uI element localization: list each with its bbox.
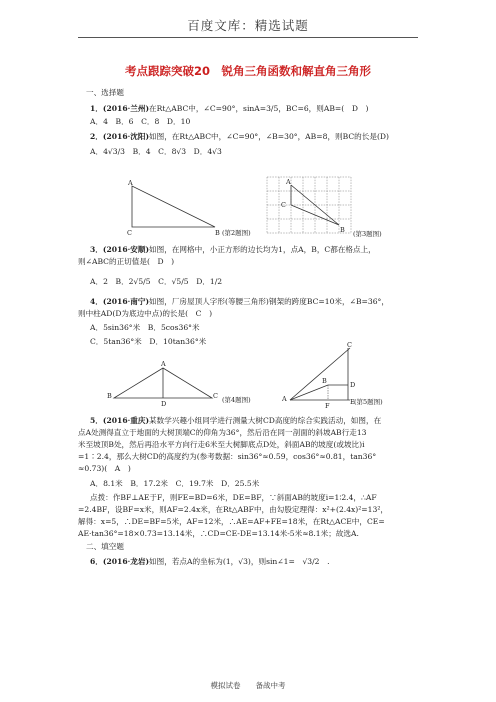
section-choice: 一、选择题	[86, 88, 124, 97]
fig2-triangle	[132, 186, 215, 227]
q1-text: 在Rt△ABC中，∠C=90°，sinA=3/5，BC=6，则AB=( D )	[149, 104, 369, 113]
fig4-caption: (第4题图)	[222, 396, 251, 404]
q6-number: 6．	[90, 557, 103, 566]
page-title: 考点跟踪突破20 锐角三角函数和解直角三角形	[124, 64, 371, 78]
q4-line2: 则中柱AD(D为底边中点)的长是( C )	[78, 309, 213, 318]
q5-line3: 米至坡顶B处，然后再沿水平方向行走6米至大树脚底点D处，斜面AB的坡度(或坡比)i	[78, 440, 365, 449]
q5-solution-2: =2.4BF，设BF=x米，则AF=2.4x米，在Rt△ABF中，由勾股定理得：x²+(2.4x)²=13²，	[78, 505, 388, 514]
fig2-label-a: A	[128, 179, 133, 187]
fig5-label-d: D	[350, 381, 356, 389]
q1-options: A．4 B．6 C．8 D．10	[90, 117, 191, 126]
q5-line1: 某数学兴趣小组同学进行测量大树CD高度的综合实践活动，如图，在	[149, 416, 382, 425]
question-3	[90, 244, 376, 255]
fig5-caption: (第5题图)	[354, 398, 383, 406]
q3-line1: 如图，在网格中，小正方形的边长均为1，点A，B，C都在格点上，	[149, 245, 376, 254]
q5-options: A．8.1米 B．17.2米 C．19.7米 D．25.5米	[90, 479, 260, 488]
question-4	[90, 296, 389, 307]
fig4-label-c: C	[213, 392, 218, 400]
fig5-label-f: F	[325, 402, 330, 410]
fig5-label-b: B	[322, 377, 327, 385]
q5-solution-4: AE·tan36°=18×0.73=13.14米，∴CD=CE-DE=13.14米-5米≈8.1米；故选A.	[78, 529, 359, 538]
q6-source: (2016·龙岩)	[102, 557, 150, 566]
fig4-label-a: A	[161, 360, 166, 368]
q3-line2: 则∠ABC的正切值是( D )	[78, 257, 175, 266]
fig5-sightline	[290, 348, 350, 400]
q5-line4: =1∶2.4，那么大树CD的高度约为(参考数据：sin36°≈0.59，cos36°≈0.81，tan36°	[78, 452, 377, 461]
q5-line5: ≈0.73)( A )	[78, 464, 131, 473]
fig5-label-e: E	[350, 398, 355, 406]
fig3-label-b: B	[340, 226, 345, 234]
header-divider	[78, 37, 418, 38]
fig5-label-c: C	[347, 341, 352, 349]
question-6	[90, 556, 330, 567]
fig5-slope	[290, 385, 328, 400]
fig3-caption: (第3题图)	[353, 230, 382, 238]
question-1	[90, 103, 368, 114]
q4-source: (2016·南宁)	[102, 297, 150, 306]
q5-solution-1: 点拨：作BF⊥AE于F，则FE=BD=6米，DE=BF，∵斜面AB的坡度i=1∶2.4，∴AF	[90, 493, 377, 502]
fig3-label-a: A	[286, 178, 291, 186]
q4-options-ab: A．5sin36°米 B．5cos36°米	[90, 323, 200, 332]
q4-options-cd: C．5tan36°米 D．10tan36°米	[90, 337, 207, 346]
q4-line1: 如图，厂房屋顶人字形(等腰三角形)钢架的跨度BC=10米，∠B=36°，	[149, 297, 389, 306]
q1-number: 1．	[90, 104, 103, 113]
q3-source: (2016·安顺)	[102, 245, 150, 254]
section-fill-in: 二、填空题	[86, 542, 124, 551]
fig4-label-b: B	[107, 392, 112, 400]
q2-options: A．4√3/3 B．4 C．8√3 D．4√3	[90, 147, 222, 156]
q6-text: 如图，若点A的坐标为(1，√3)，则sin∠1= √3/2 .	[149, 557, 330, 566]
figure-3	[265, 177, 395, 242]
q3-options: A．2 B．2√5/5 C．√5/5 D．1/2	[90, 277, 223, 286]
fig2-label-c: C	[127, 229, 132, 237]
fig2-label-b: B	[215, 229, 220, 237]
q5-number: 5．	[90, 416, 103, 425]
figure-2	[120, 180, 260, 240]
q1-source: (2016·兰州)	[102, 104, 150, 113]
fig4-label-d: D	[161, 400, 167, 408]
q5-solution-3: 解得：x=5，∴DE=BF=5米，AF=12米，∴AE=AF+FE=18米，在Rt△ACE中，CE=	[78, 517, 385, 526]
question-2	[90, 131, 389, 142]
q5-source: (2016·重庆)	[102, 416, 150, 425]
q2-number: 2．	[90, 132, 103, 141]
fig3-label-c: C	[281, 201, 286, 209]
q3-number: 3．	[90, 245, 103, 254]
fig5-label-a: A	[282, 395, 287, 403]
page-header: 百度文库：精选试题	[187, 18, 309, 33]
page-footer: 模拟试卷 备战中考	[210, 681, 286, 690]
question-5	[90, 415, 381, 426]
fig2-caption: (第2题图)	[222, 229, 251, 237]
q4-number: 4．	[90, 297, 103, 306]
q2-text: 如图，在Rt△ABC中，∠C=90°，∠B=30°，AB=8，则BC的长是(D)	[149, 132, 389, 141]
q2-source: (2016·沈阳)	[102, 132, 150, 141]
q5-line2: 点A处测得直立于地面的大树顶端C的仰角为36°，然后沿在同一剖面的斜坡AB行走13	[78, 428, 367, 437]
figure-5	[282, 341, 488, 414]
figure-4	[107, 360, 280, 410]
